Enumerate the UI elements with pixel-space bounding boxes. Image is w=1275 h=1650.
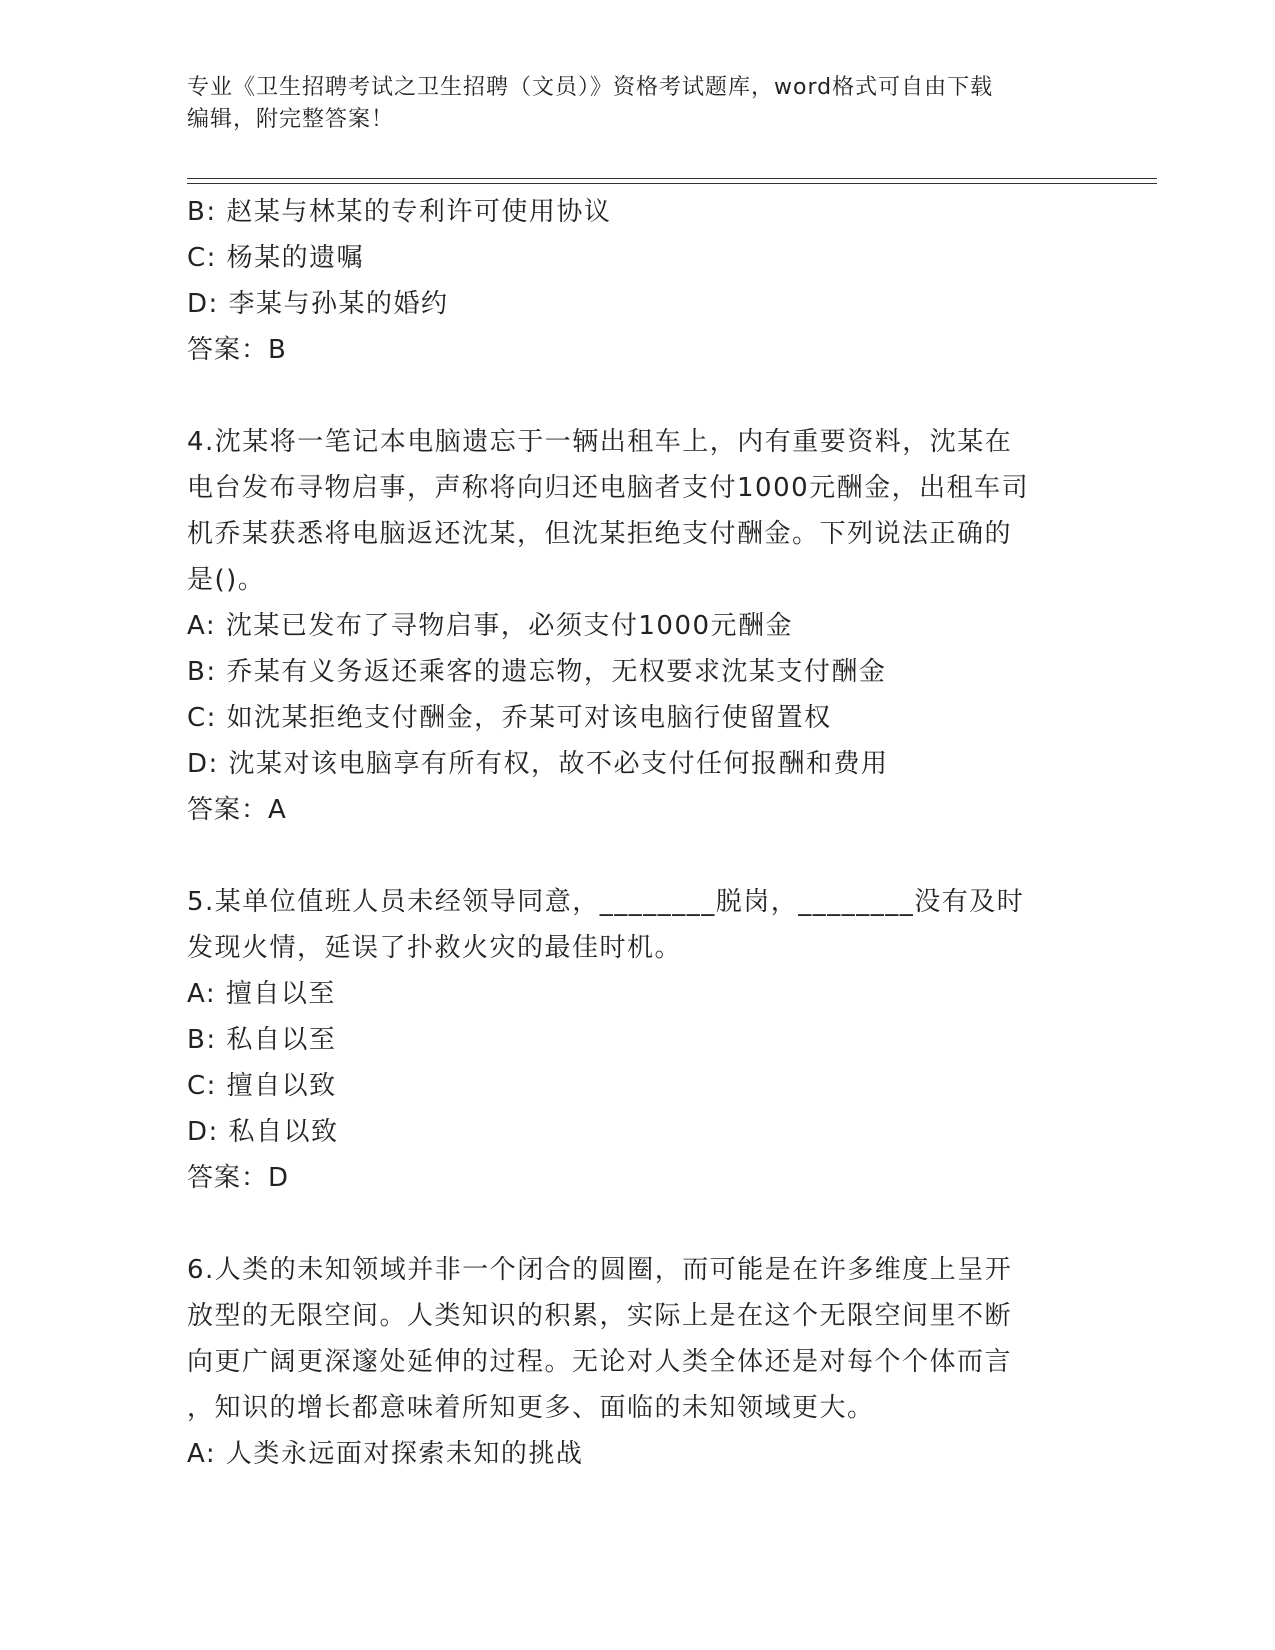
question-3 <box>187 189 1087 373</box>
header-line-1: 专业《卫生招聘考试之卫生招聘（文员）》资格考试题库，word格式可自由下载 <box>187 75 994 100</box>
question-stem-line: 放型的无限空间。人类知识的积累，实际上是在这个无限空间里不断 <box>187 1301 1013 1331</box>
spacer <box>187 1201 1087 1247</box>
question-stem-line: 6.人类的未知领域并非一个闭合的圆圈，而可能是在许多维度上呈开 <box>187 1255 1013 1285</box>
option-a: A: 人类永远面对探索未知的挑战 <box>187 1439 584 1469</box>
question-stem-line: 电台发布寻物启事，声称将向归还电脑者支付1000元酬金，出租车司 <box>187 473 1030 503</box>
answer-line: 答案：D <box>187 1163 290 1193</box>
option-b: B: 私自以至 <box>187 1025 337 1055</box>
option-b: B: 乔某有义务返还乘客的遗忘物，无权要求沈某支付酬金 <box>187 657 887 687</box>
option-a: A: 擅自以至 <box>187 979 336 1009</box>
question-stem-line: 发现火情，延误了扑救火灾的最佳时机。 <box>187 933 683 963</box>
question-stem-line: ，知识的增长都意味着所知更多、面临的未知领域更大。 <box>187 1393 875 1423</box>
question-stem-line: 机乔某获悉将电脑返还沈某，但沈某拒绝支付酬金。下列说法正确的 <box>187 519 1013 549</box>
spacer <box>187 373 1087 419</box>
answer-line: 答案：A <box>187 795 287 825</box>
question-4 <box>187 419 1087 833</box>
option-c: C: 杨某的遗嘱 <box>187 243 365 273</box>
question-stem-line: 4.沈某将一笔记本电脑遗忘于一辆出租车上，内有重要资料，沈某在 <box>187 427 1013 457</box>
question-content <box>187 189 1087 1477</box>
option-d: D: 李某与孙某的婚约 <box>187 289 449 319</box>
document-header <box>187 72 1087 136</box>
question-6 <box>187 1247 1087 1477</box>
header-divider-top <box>187 178 1157 179</box>
header-line-2: 编辑，附完整答案！ <box>187 107 395 132</box>
question-5 <box>187 879 1087 1201</box>
option-d: D: 沈某对该电脑享有所有权，故不必支付任何报酬和费用 <box>187 749 889 779</box>
option-c: C: 擅自以致 <box>187 1071 337 1101</box>
answer-line: 答案：B <box>187 335 287 365</box>
question-stem-line: 是()。 <box>187 565 266 595</box>
question-stem-line: 向更广阔更深邃处延伸的过程。无论对人类全体还是对每个个体而言 <box>187 1347 1013 1377</box>
question-stem-line: 5.某单位值班人员未经领导同意，________脱岗，________没有及时 <box>187 887 1025 917</box>
option-c: C: 如沈某拒绝支付酬金，乔某可对该电脑行使留置权 <box>187 703 832 733</box>
option-a: A: 沈某已发布了寻物启事，必须支付1000元酬金 <box>187 611 794 641</box>
header-divider-bottom <box>187 183 1157 184</box>
option-b: B: 赵某与林某的专利许可使用协议 <box>187 197 612 227</box>
spacer <box>187 833 1087 879</box>
option-d: D: 私自以致 <box>187 1117 339 1147</box>
